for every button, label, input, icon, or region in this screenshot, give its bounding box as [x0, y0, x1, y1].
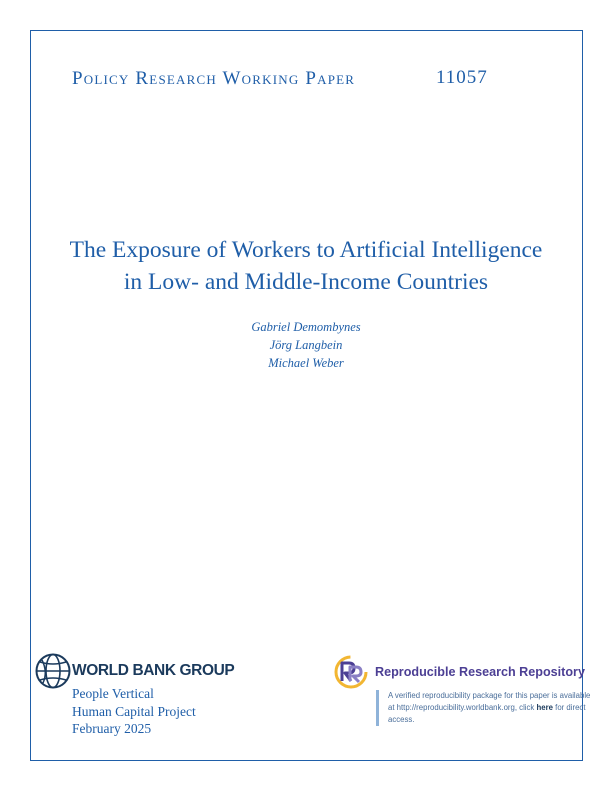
author-3: Michael Weber	[268, 356, 344, 370]
unit-line-1: People Vertical	[72, 686, 154, 701]
note-text-start: A verified reproducibility package for this paper is available at http://reproducibility.worldbank.org, click	[388, 691, 591, 712]
series-name: Policy Research Working Paper	[72, 68, 356, 89]
unit-line-2: Human Capital Project	[72, 703, 196, 719]
globe-icon	[34, 652, 72, 690]
publication-date: February 2025	[72, 721, 152, 736]
author-1: Gabriel Demombynes	[251, 320, 361, 334]
title-line-2: in Low- and Middle-Income Countries	[123, 269, 489, 295]
note-text-end: for direct access.	[388, 703, 586, 724]
reproducible-research-logo	[333, 654, 583, 690]
title-line-1: The Exposure of Workers to Artificial Intelligence	[69, 237, 543, 263]
paper-number: 11057	[436, 67, 488, 88]
author-2: Jörg Langbein	[269, 338, 343, 352]
reproducibility-note	[376, 690, 593, 726]
here-link[interactable]: here	[536, 703, 553, 712]
world-bank-group-wordmark: WORLD BANK GROUP	[72, 662, 235, 679]
paper-title	[40, 234, 572, 298]
repository-title: Reproducible Research Repository	[375, 665, 585, 679]
author-list	[40, 318, 572, 372]
rr-icon	[333, 654, 369, 690]
unit-info	[72, 685, 196, 738]
